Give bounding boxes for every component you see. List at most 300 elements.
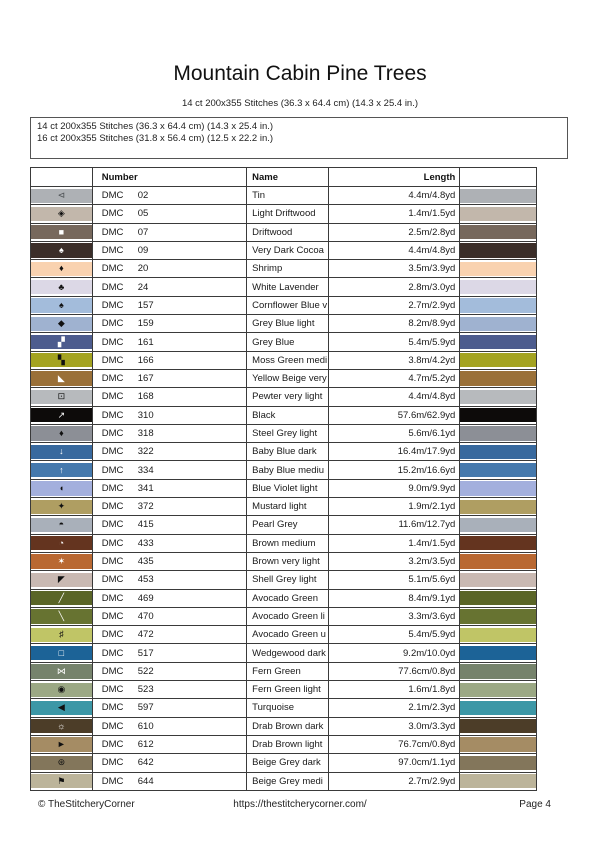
color-swatch-cell — [460, 571, 536, 588]
color-name-cell: Avocado Green — [247, 590, 329, 607]
color-name-cell: Brown very light — [247, 553, 329, 570]
color-swatch — [460, 317, 536, 331]
color-name-cell: Fern Green light — [247, 681, 329, 698]
color-swatch — [460, 664, 536, 678]
table-row — [31, 277, 536, 295]
brand-label: DMC — [101, 720, 124, 732]
length-cell: 1.6m/1.8yd — [329, 681, 460, 698]
table-row — [31, 369, 536, 387]
symbol-cell — [31, 644, 93, 661]
number-cell — [93, 297, 247, 314]
color-swatch — [460, 262, 536, 276]
brand-label: DMC — [101, 482, 124, 494]
color-swatch — [460, 280, 536, 294]
floss-code: 415 — [137, 519, 154, 531]
color-swatch-cell — [460, 224, 536, 241]
color-swatch-cell — [460, 242, 536, 259]
stitch-symbol-icon: ↓ — [59, 446, 64, 457]
length-cell: 57.6m/62.9yd — [329, 407, 460, 424]
floss-code: 610 — [137, 720, 154, 732]
number-cell — [93, 480, 247, 497]
color-swatch-cell — [460, 352, 536, 369]
brand-label: DMC — [101, 757, 124, 769]
symbol-cell — [31, 480, 93, 497]
table-row — [31, 772, 536, 790]
table-row — [31, 497, 536, 515]
length-cell: 9.2m/10.0yd — [329, 644, 460, 661]
number-cell — [93, 535, 247, 552]
table-row — [31, 259, 536, 277]
stitch-symbol-icon: ◉ — [57, 684, 66, 695]
table-row — [31, 241, 536, 259]
brand-label: DMC — [101, 226, 124, 238]
brand-label: DMC — [101, 245, 124, 257]
floss-code: 433 — [137, 537, 154, 549]
color-swatch — [460, 189, 536, 203]
info-line-16ct: 16 ct 200x355 Stitches (31.8 x 56.4 cm) (12.5 x 22.2 in.) — [37, 133, 274, 144]
color-swatch — [460, 390, 536, 404]
brand-label: DMC — [101, 610, 124, 622]
floss-code: 612 — [137, 739, 154, 751]
length-cell: 16.4m/17.9yd — [329, 443, 460, 460]
brand-label: DMC — [101, 556, 124, 568]
number-cell — [93, 205, 247, 222]
table-row — [31, 314, 536, 332]
length-cell: 2.7m/2.9yd — [329, 297, 460, 314]
table-row — [31, 204, 536, 222]
color-swatch — [460, 609, 536, 623]
symbol-cell — [31, 224, 93, 241]
number-cell — [93, 553, 247, 570]
stitch-symbol-icon: ◤ — [57, 574, 65, 585]
floss-code: 157 — [137, 299, 154, 311]
table-row — [31, 717, 536, 735]
color-name-cell: Beige Grey medi — [247, 773, 329, 790]
color-swatch — [460, 536, 536, 550]
color-name-cell: Shell Grey light — [247, 571, 329, 588]
brand-label: DMC — [101, 537, 124, 549]
floss-code: 24 — [137, 281, 149, 293]
length-cell: 3.0m/3.3yd — [329, 718, 460, 735]
stitch-symbol-icon: ╲ — [58, 610, 65, 621]
stitch-symbol-icon: ▞ — [57, 336, 65, 347]
color-swatch-cell — [460, 333, 536, 350]
color-swatch-cell — [460, 608, 536, 625]
stitch-symbol-icon: ♠ — [58, 299, 64, 310]
stitch-symbol-icon: ◔ — [58, 537, 65, 548]
color-name-cell: Mustard light — [247, 498, 329, 515]
brand-label: DMC — [101, 391, 124, 403]
info-line-14ct: 14 ct 200x355 Stitches (36.3 x 64.4 cm) (14.3 x 25.4 in.) — [37, 121, 274, 132]
symbol-cell — [31, 260, 93, 277]
color-swatch — [460, 371, 536, 385]
length-cell: 3.5m/3.9yd — [329, 260, 460, 277]
table-row — [31, 387, 536, 405]
color-swatch — [460, 298, 536, 312]
brand-label: DMC — [101, 190, 124, 202]
stitch-symbol-icon: ⊛ — [57, 757, 66, 768]
color-swatch-cell — [460, 590, 536, 607]
number-cell — [93, 315, 247, 332]
stitch-symbol-icon: ◆ — [57, 318, 65, 329]
brand-label: DMC — [101, 574, 124, 586]
color-swatch — [460, 335, 536, 349]
color-name-cell: Turquoise — [247, 699, 329, 716]
table-row — [31, 698, 536, 716]
color-name-cell: Baby Blue mediu — [247, 461, 329, 478]
number-cell — [93, 498, 247, 515]
color-swatch — [460, 719, 536, 733]
number-cell — [93, 242, 247, 259]
length-cell: 5.1m/5.6yd — [329, 571, 460, 588]
stitch-symbol-icon: ♠ — [58, 245, 64, 256]
color-swatch-cell — [460, 644, 536, 661]
color-swatch — [460, 518, 536, 532]
number-cell — [93, 224, 247, 241]
symbol-cell — [31, 461, 93, 478]
symbol-cell — [31, 370, 93, 387]
length-cell: 77.6cm/0.8yd — [329, 663, 460, 680]
color-swatch — [460, 591, 536, 605]
stitch-symbol-icon: ■ — [58, 226, 65, 237]
stitch-symbol-icon: □ — [58, 647, 65, 658]
color-swatch — [460, 481, 536, 495]
symbol-cell — [31, 663, 93, 680]
symbol-cell — [31, 699, 93, 716]
symbol-cell — [31, 773, 93, 790]
symbol-cell — [31, 608, 93, 625]
color-name-cell: Black — [247, 407, 329, 424]
color-swatch-cell — [460, 773, 536, 790]
table-row — [31, 296, 536, 314]
color-swatch-cell — [460, 443, 536, 460]
length-cell: 3.3m/3.6yd — [329, 608, 460, 625]
table-row — [31, 662, 536, 680]
floss-code: 522 — [137, 665, 154, 677]
color-swatch — [460, 445, 536, 459]
brand-label: DMC — [101, 428, 124, 439]
stitch-symbol-icon: ◖ — [58, 482, 65, 493]
color-name-cell: Grey Blue — [247, 333, 329, 350]
table-row — [31, 424, 536, 442]
symbol-cell — [31, 571, 93, 588]
header-symbol — [31, 168, 93, 186]
floss-code: 159 — [137, 318, 154, 330]
stitch-symbol-icon: ✶ — [57, 556, 66, 567]
color-swatch — [460, 573, 536, 587]
length-cell: 2.8m/3.0yd — [329, 278, 460, 295]
floss-code: 472 — [137, 629, 154, 641]
stitch-symbol-icon: ♯ — [59, 629, 64, 640]
symbol-cell — [31, 297, 93, 314]
color-name-cell: White Lavender — [247, 278, 329, 295]
symbol-cell — [31, 315, 93, 332]
table-row — [31, 515, 536, 533]
floss-code: 435 — [137, 556, 154, 568]
table-header-row — [31, 168, 536, 186]
color-swatch-cell — [460, 516, 536, 533]
color-swatch — [460, 701, 536, 715]
color-name-cell: Wedgewood dark — [247, 644, 329, 661]
stitch-symbol-icon: ⊲ — [57, 190, 66, 201]
color-swatch-cell — [460, 315, 536, 332]
stitch-symbol-icon: ☼ — [57, 720, 66, 731]
length-cell: 97.0cm/1.1yd — [329, 754, 460, 771]
number-cell — [93, 773, 247, 790]
brand-label: DMC — [101, 739, 124, 751]
color-swatch-cell — [460, 626, 536, 643]
color-name-cell: Drab Brown dark — [247, 718, 329, 735]
number-cell — [93, 425, 247, 442]
brand-label: DMC — [101, 684, 124, 696]
color-name-cell: Baby Blue dark — [247, 443, 329, 460]
number-cell — [93, 590, 247, 607]
length-cell: 2.5m/2.8yd — [329, 224, 460, 241]
length-cell: 2.1m/2.3yd — [329, 699, 460, 716]
stitch-symbol-icon: ↗ — [57, 409, 66, 420]
stitch-count-info-box — [30, 117, 568, 159]
brand-label: DMC — [101, 629, 124, 641]
number-cell — [93, 352, 247, 369]
stitch-symbol-icon: ◣ — [57, 373, 65, 384]
table-row — [31, 643, 536, 661]
color-swatch-cell — [460, 187, 536, 204]
color-swatch — [460, 628, 536, 642]
symbol-cell — [31, 278, 93, 295]
color-swatch-cell — [460, 699, 536, 716]
symbol-cell — [31, 242, 93, 259]
color-swatch-cell — [460, 718, 536, 735]
header-swatch — [460, 168, 536, 186]
length-cell: 4.4m/4.8yd — [329, 187, 460, 204]
symbol-cell — [31, 590, 93, 607]
symbol-cell — [31, 553, 93, 570]
floss-code: 372 — [137, 501, 154, 513]
color-swatch — [460, 756, 536, 770]
symbol-cell — [31, 498, 93, 515]
color-swatch — [460, 426, 536, 440]
page-subtitle: 14 ct 200x355 Stitches (36.3 x 64.4 cm) (14.3 x 25.4 in.) — [181, 98, 419, 109]
stitch-symbol-icon: ✦ — [57, 501, 66, 512]
color-swatch — [460, 683, 536, 697]
color-swatch — [460, 243, 536, 257]
color-swatch-cell — [460, 205, 536, 222]
stitch-symbol-icon: ◓ — [58, 519, 65, 530]
color-name-cell: Light Driftwood — [247, 205, 329, 222]
length-cell: 3.2m/3.5yd — [329, 553, 460, 570]
brand-label: DMC — [101, 519, 124, 531]
length-cell: 5.4m/5.9yd — [329, 333, 460, 350]
number-cell — [93, 260, 247, 277]
stitch-symbol-icon: ⚑ — [57, 775, 66, 786]
floss-code: 07 — [137, 226, 149, 238]
table-row — [31, 680, 536, 698]
color-name-cell: Very Dark Cocoa — [247, 242, 329, 259]
floss-code: 161 — [137, 336, 154, 348]
color-swatch — [460, 737, 536, 751]
floss-code: 517 — [137, 647, 154, 659]
length-cell: 8.4m/9.1yd — [329, 590, 460, 607]
symbol-cell — [31, 407, 93, 424]
color-name-cell: Pewter very light — [247, 388, 329, 405]
number-cell — [93, 699, 247, 716]
website-url[interactable]: https://thestitcherycorner.com/ — [233, 799, 367, 810]
number-cell — [93, 736, 247, 753]
table-row — [31, 589, 536, 607]
table-row — [31, 442, 536, 460]
color-swatch-cell — [460, 736, 536, 753]
color-swatch-cell — [460, 425, 536, 442]
number-cell — [93, 754, 247, 771]
color-name-cell: Grey Blue light — [247, 315, 329, 332]
table-row — [31, 735, 536, 753]
length-cell: 5.4m/5.9yd — [329, 626, 460, 643]
color-swatch-cell — [460, 407, 536, 424]
floss-code: 167 — [137, 373, 154, 385]
color-name-cell: Avocado Green u — [247, 626, 329, 643]
color-name-cell: Fern Green — [247, 663, 329, 680]
symbol-cell — [31, 425, 93, 442]
color-swatch-cell — [460, 681, 536, 698]
length-cell: 1.9m/2.1yd — [329, 498, 460, 515]
color-swatch — [460, 207, 536, 221]
color-swatch-cell — [460, 260, 536, 277]
number-cell — [93, 608, 247, 625]
floss-code: 597 — [137, 702, 154, 714]
color-name-cell: Drab Brown light — [247, 736, 329, 753]
floss-code: 334 — [137, 464, 154, 476]
brand-label: DMC — [101, 775, 124, 787]
symbol-cell — [31, 205, 93, 222]
floss-code: 322 — [137, 446, 154, 458]
table-body — [31, 186, 536, 790]
color-name-cell: Brown medium — [247, 535, 329, 552]
color-name-cell: Avocado Green li — [247, 608, 329, 625]
stitch-symbol-icon: ⋈ — [56, 665, 66, 676]
color-swatch-cell — [460, 754, 536, 771]
symbol-cell — [31, 443, 93, 460]
brand-label: DMC — [101, 299, 124, 311]
color-swatch — [460, 500, 536, 514]
color-swatch — [460, 774, 536, 788]
table-row — [31, 607, 536, 625]
symbol-cell — [31, 333, 93, 350]
color-swatch-cell — [460, 535, 536, 552]
page-number: Page 4 — [519, 799, 551, 810]
floss-code: 644 — [137, 775, 154, 787]
stitch-symbol-icon: ♣ — [58, 281, 65, 292]
number-cell — [93, 681, 247, 698]
floss-code: 642 — [137, 757, 154, 769]
number-cell — [93, 718, 247, 735]
table-row — [31, 570, 536, 588]
stitch-symbol-icon: ↑ — [59, 464, 64, 475]
color-swatch-cell — [460, 553, 536, 570]
number-cell — [93, 443, 247, 460]
stitch-symbol-icon: ♦ — [59, 428, 64, 438]
number-cell — [93, 278, 247, 295]
color-name-cell: Driftwood — [247, 224, 329, 241]
brand-label: DMC — [101, 647, 124, 659]
brand-label: DMC — [101, 665, 124, 677]
color-swatch-cell — [460, 498, 536, 515]
color-name-cell: Shrimp — [247, 260, 329, 277]
length-cell: 4.4m/4.8yd — [329, 388, 460, 405]
header-number: Number — [93, 168, 247, 186]
length-cell: 4.4m/4.8yd — [329, 242, 460, 259]
color-swatch-cell — [460, 297, 536, 314]
table-row — [31, 186, 536, 204]
brand-label: DMC — [101, 501, 124, 513]
stitch-symbol-icon: ◈ — [57, 208, 65, 219]
length-cell: 15.2m/16.6yd — [329, 461, 460, 478]
symbol-cell — [31, 718, 93, 735]
brand-label: DMC — [101, 354, 124, 366]
floss-code: 341 — [137, 482, 154, 494]
number-cell — [93, 388, 247, 405]
table-row — [31, 406, 536, 424]
page-title: Mountain Cabin Pine Trees — [173, 62, 427, 85]
color-swatch-cell — [460, 278, 536, 295]
color-name-cell: Cornflower Blue v — [247, 297, 329, 314]
brand-label: DMC — [101, 208, 124, 220]
symbol-cell — [31, 388, 93, 405]
table-row — [31, 534, 536, 552]
stitch-symbol-icon: ◀ — [57, 702, 65, 713]
header-length: Length — [329, 168, 460, 186]
stitch-symbol-icon: ♦ — [59, 263, 64, 274]
length-cell: 11.6m/12.7yd — [329, 516, 460, 533]
symbol-cell — [31, 352, 93, 369]
brand-label: DMC — [101, 409, 124, 421]
floss-code: 469 — [137, 592, 154, 604]
length-cell: 1.4m/1.5yd — [329, 205, 460, 222]
floss-code: 05 — [137, 208, 149, 220]
color-name-cell: Yellow Beige very — [247, 370, 329, 387]
number-cell — [93, 626, 247, 643]
brand-label: DMC — [101, 702, 124, 714]
color-name-cell: Pearl Grey — [247, 516, 329, 533]
length-cell: 1.4m/1.5yd — [329, 535, 460, 552]
number-cell — [93, 644, 247, 661]
floss-code: 523 — [137, 684, 154, 696]
stitch-symbol-icon: ▚ — [57, 354, 65, 365]
brand-label: DMC — [101, 446, 124, 458]
number-cell — [93, 407, 247, 424]
number-cell — [93, 516, 247, 533]
table-row — [31, 552, 536, 570]
brand-label: DMC — [101, 373, 124, 385]
color-name-cell: Blue Violet light — [247, 480, 329, 497]
color-name-cell: Beige Grey dark — [247, 754, 329, 771]
color-swatch-cell — [460, 370, 536, 387]
brand-label: DMC — [101, 592, 124, 604]
brand-label: DMC — [101, 464, 124, 476]
floss-legend-table — [30, 167, 537, 791]
number-cell — [93, 333, 247, 350]
color-swatch-cell — [460, 388, 536, 405]
length-cell: 8.2m/8.9yd — [329, 315, 460, 332]
number-cell — [93, 370, 247, 387]
floss-code: 168 — [137, 391, 154, 403]
brand-label: DMC — [101, 263, 124, 275]
length-cell: 2.7m/2.9yd — [329, 773, 460, 790]
color-swatch — [460, 463, 536, 477]
number-cell — [93, 571, 247, 588]
brand-label: DMC — [101, 318, 124, 330]
color-swatch — [460, 554, 536, 568]
table-row — [31, 753, 536, 771]
